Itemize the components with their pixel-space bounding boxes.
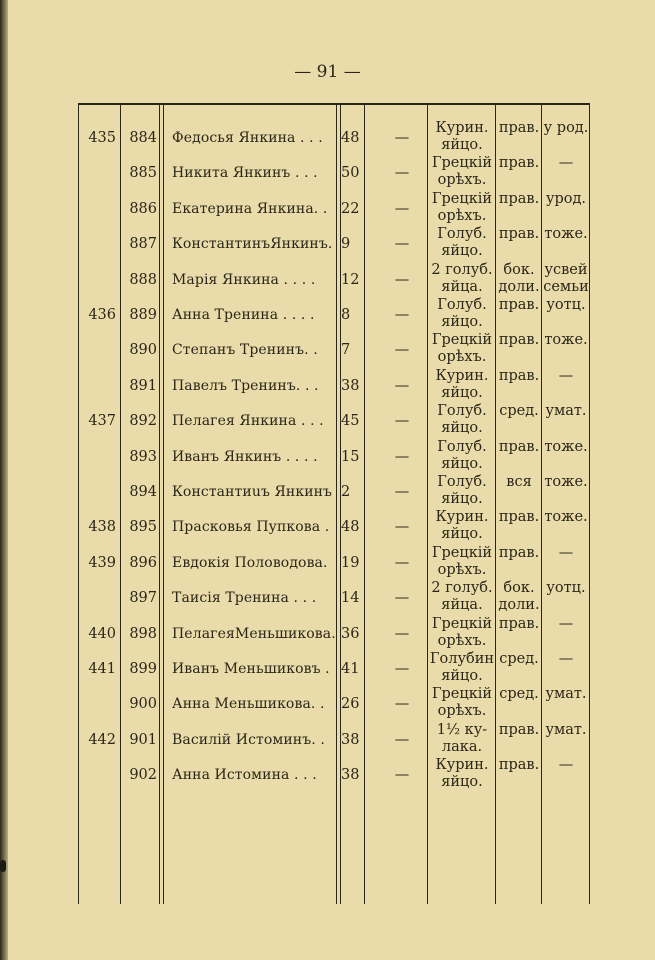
- age-value: 22: [341, 200, 360, 217]
- page-number: — 91 —: [294, 62, 361, 82]
- side-value-line: прав.: [498, 757, 540, 774]
- side-value-line: прав.: [498, 438, 540, 455]
- heredity-note: [542, 722, 590, 739]
- age-value: 15: [341, 448, 360, 465]
- person-name: Екатерина Янкина. .: [172, 200, 328, 217]
- heredity-note-line: умат.: [545, 403, 587, 420]
- person-number: 884: [129, 130, 157, 146]
- heredity-note-line: тоже.: [544, 474, 588, 490]
- person-number: 898: [129, 625, 157, 642]
- age-value: 8: [341, 307, 351, 323]
- person-name: Никита Янкинъ . . .: [172, 165, 318, 182]
- person-name: Прасковья Пупкова .: [172, 519, 330, 536]
- side-value: [496, 651, 542, 668]
- heredity-note-line: —: [558, 155, 574, 172]
- person-number: 894: [129, 484, 157, 500]
- person-name: Федосья Янкина . . .: [172, 130, 323, 146]
- heredity-note-line: тоже.: [544, 438, 588, 455]
- person-number: 888: [129, 271, 157, 288]
- heredity-note-line: тоже.: [544, 226, 588, 243]
- side-value-line: прав.: [498, 544, 540, 561]
- side-value-line: прав.: [498, 509, 540, 526]
- empty-mark: —: [394, 448, 410, 465]
- table-row: [0, 155, 655, 190]
- size-description-line: 2 голуб.: [431, 580, 493, 597]
- size-description: [428, 120, 496, 154]
- heredity-note: [542, 120, 590, 137]
- empty-mark: —: [394, 484, 410, 500]
- side-value: [496, 474, 542, 491]
- size-description-line: яйцо.: [441, 455, 483, 472]
- age-value: 50: [341, 165, 360, 182]
- person-name: Пелагея Янкина . . .: [172, 413, 324, 430]
- side-value-line: бок.: [503, 261, 535, 278]
- table-row: [0, 191, 655, 226]
- size-description-line: яйцо.: [441, 243, 483, 260]
- size-description-line: орѣхъ.: [437, 207, 487, 224]
- side-value: [496, 297, 542, 314]
- person-name: Иванъ Меньшиковъ .: [172, 661, 330, 677]
- size-description-line: яйцо.: [441, 420, 483, 437]
- size-description: [428, 297, 496, 331]
- size-description-line: лака.: [441, 738, 483, 755]
- size-description: [428, 155, 496, 189]
- size-description-line: яйца.: [441, 278, 483, 295]
- person-name: Иванъ Янкинъ . . . .: [172, 448, 318, 465]
- size-description: [428, 439, 496, 473]
- size-description: [428, 474, 496, 508]
- table-row: [0, 722, 655, 757]
- empty-mark: —: [394, 342, 410, 359]
- side-value: [496, 155, 542, 172]
- side-value: [496, 509, 542, 526]
- heredity-note: [542, 226, 590, 243]
- person-name: Анна Тренина . . . .: [172, 307, 315, 323]
- family-number: 437: [88, 413, 116, 430]
- age-value: 41: [341, 661, 360, 677]
- size-description: [428, 580, 496, 614]
- heredity-note-line: —: [558, 367, 574, 384]
- size-description-line: орѣхъ.: [437, 172, 487, 189]
- heredity-note-line: —: [558, 615, 574, 632]
- heredity-note-line: уотц.: [546, 297, 586, 313]
- person-name: Евдокiя Половодова.: [172, 554, 328, 571]
- table-row: [0, 686, 655, 721]
- person-name: Анна Меньшикова. .: [172, 696, 325, 713]
- person-number: 889: [129, 307, 157, 323]
- age-value: 38: [341, 377, 360, 394]
- person-number: 885: [129, 165, 157, 182]
- heredity-note-line: уотц.: [546, 580, 586, 597]
- size-description-line: Курин.: [435, 367, 489, 384]
- size-description-line: орѣхъ.: [437, 349, 487, 366]
- empty-mark: —: [394, 625, 410, 642]
- table-row: [0, 297, 655, 332]
- person-name: Марiя Янкина . . . .: [172, 271, 316, 288]
- side-value: [496, 580, 542, 614]
- family-number: 435: [88, 130, 116, 146]
- size-description: [428, 722, 496, 756]
- family-number: 438: [88, 519, 116, 536]
- size-description-line: яйцо.: [441, 137, 483, 153]
- side-value-line: бок.: [503, 580, 535, 597]
- side-value-line: сред.: [499, 403, 539, 420]
- heredity-note-line: тоже.: [544, 509, 588, 526]
- side-value-line: прав.: [498, 297, 540, 313]
- family-number: 440: [88, 625, 116, 642]
- family-number: 439: [88, 554, 116, 571]
- size-description-line: Курин.: [435, 120, 489, 136]
- empty-mark: —: [394, 554, 410, 571]
- person-name: Анна Истомина . . .: [172, 767, 317, 784]
- size-description: [428, 226, 496, 260]
- table-row: [0, 332, 655, 367]
- heredity-note: [542, 403, 590, 420]
- person-number: 899: [129, 661, 157, 677]
- side-value: [496, 120, 542, 137]
- size-description-line: яйцо.: [441, 774, 483, 791]
- family-number: 442: [88, 731, 116, 748]
- side-value-line: доли.: [498, 278, 540, 295]
- empty-mark: —: [394, 767, 410, 784]
- person-number: 892: [129, 413, 157, 430]
- age-value: 12: [341, 271, 360, 288]
- size-description: [428, 757, 496, 791]
- empty-mark: —: [394, 590, 410, 607]
- size-description-line: Голуб.: [437, 297, 487, 313]
- person-number: 897: [129, 590, 157, 607]
- heredity-note-line: умат.: [545, 721, 587, 738]
- side-value: [496, 757, 542, 774]
- heredity-note-line: —: [558, 651, 574, 667]
- heredity-note: [542, 155, 590, 172]
- size-description: [428, 686, 496, 720]
- size-description-line: орѣхъ.: [437, 703, 487, 720]
- side-value: [496, 439, 542, 456]
- person-name: Степанъ Тренинъ. .: [172, 342, 318, 359]
- side-value: [496, 368, 542, 385]
- person-name: Таисiя Тренина . . .: [172, 590, 317, 607]
- table-row: [0, 545, 655, 580]
- person-name: Константиuъ Янкинъ: [172, 484, 333, 500]
- age-value: 14: [341, 590, 360, 607]
- age-value: 48: [341, 130, 360, 146]
- heredity-note-line: урод.: [545, 190, 587, 207]
- page-smudge: [0, 860, 6, 872]
- person-name: Павелъ Тренинъ. . .: [172, 377, 319, 394]
- empty-mark: —: [394, 731, 410, 748]
- family-number: 436: [88, 307, 116, 323]
- side-value-line: вся: [506, 474, 532, 490]
- size-description: [428, 651, 496, 685]
- heredity-note: [542, 191, 590, 208]
- age-value: 7: [341, 342, 351, 359]
- size-description-line: Грецкiй: [431, 544, 493, 561]
- size-description-line: Грецкiй: [431, 686, 493, 703]
- side-value: [496, 686, 542, 703]
- side-value-line: прав.: [498, 721, 540, 738]
- table-row: [0, 757, 655, 792]
- table-top-rule: [78, 103, 590, 105]
- side-value-line: прав.: [498, 615, 540, 632]
- size-description-line: Грецкiй: [431, 332, 493, 349]
- heredity-note: [542, 297, 590, 314]
- side-value: [496, 616, 542, 633]
- heredity-note-line: —: [558, 544, 574, 561]
- side-value: [496, 722, 542, 739]
- side-value-line: прав.: [498, 332, 540, 349]
- empty-mark: —: [394, 413, 410, 430]
- person-number: 900: [129, 696, 157, 713]
- size-description-line: Грецкiй: [431, 155, 493, 172]
- age-value: 48: [341, 519, 360, 536]
- empty-mark: —: [394, 519, 410, 536]
- empty-mark: —: [394, 271, 410, 288]
- size-description-line: Курин.: [435, 757, 489, 774]
- age-value: 45: [341, 413, 360, 430]
- side-value-line: сред.: [499, 686, 539, 703]
- heredity-note: [542, 262, 590, 296]
- heredity-note: [542, 332, 590, 349]
- side-value-line: прав.: [498, 367, 540, 384]
- size-description-line: яйцо.: [441, 526, 483, 543]
- person-number: 886: [129, 200, 157, 217]
- size-description: [428, 262, 496, 296]
- size-description-line: яйцо.: [441, 384, 483, 401]
- table-row: [0, 403, 655, 438]
- heredity-note-line: тоже.: [544, 332, 588, 349]
- size-description-line: орѣхъ.: [437, 561, 487, 578]
- age-value: 26: [341, 696, 360, 713]
- size-description-line: Грецкiй: [431, 190, 493, 207]
- table-row: [0, 509, 655, 544]
- age-value: 36: [341, 625, 360, 642]
- table-row: [0, 580, 655, 615]
- heredity-note-line: —: [558, 757, 574, 774]
- size-description: [428, 368, 496, 402]
- size-description-line: Голубин: [429, 651, 495, 667]
- person-name: ПелагеяМеньшикова.: [172, 625, 336, 642]
- heredity-note: [542, 545, 590, 562]
- side-value: [496, 226, 542, 243]
- size-description: [428, 509, 496, 543]
- side-value-line: прав.: [498, 226, 540, 243]
- age-value: 9: [341, 236, 351, 253]
- heredity-note-line: усвей: [544, 261, 588, 278]
- size-description: [428, 191, 496, 225]
- side-value-line: прав.: [498, 155, 540, 172]
- empty-mark: —: [394, 307, 410, 323]
- size-description-line: орѣхъ.: [437, 632, 487, 649]
- age-value: 19: [341, 554, 360, 571]
- size-description-line: яйцо.: [441, 314, 483, 330]
- heredity-note-line: семьи: [543, 278, 589, 295]
- heredity-note: [542, 509, 590, 526]
- family-number: 441: [88, 661, 116, 677]
- person-name: Василiй Истоминъ. .: [172, 731, 325, 748]
- empty-mark: —: [394, 165, 410, 182]
- person-number: 893: [129, 448, 157, 465]
- size-description-line: Голуб.: [437, 474, 487, 490]
- size-description-line: Голуб.: [437, 403, 487, 420]
- person-number: 901: [129, 731, 157, 748]
- table-row: [0, 368, 655, 403]
- empty-mark: —: [394, 661, 410, 677]
- size-description-line: Голуб.: [437, 226, 487, 243]
- empty-mark: —: [394, 377, 410, 394]
- person-number: 891: [129, 377, 157, 394]
- size-description-line: 2 голуб.: [431, 261, 493, 278]
- heredity-note: [542, 757, 590, 774]
- size-description-line: Голуб.: [437, 438, 487, 455]
- heredity-note: [542, 368, 590, 385]
- heredity-note: [542, 474, 590, 491]
- side-value-line: прав.: [498, 120, 540, 136]
- table-row: [0, 262, 655, 297]
- heredity-note-line: умат.: [545, 686, 587, 703]
- heredity-note: [542, 439, 590, 456]
- empty-mark: —: [394, 236, 410, 253]
- size-description-line: яйцо.: [441, 491, 483, 507]
- empty-mark: —: [394, 130, 410, 146]
- table-row: [0, 474, 655, 509]
- size-description: [428, 332, 496, 366]
- size-description: [428, 403, 496, 437]
- age-value: 38: [341, 731, 360, 748]
- side-value: [496, 262, 542, 296]
- side-value-line: доли.: [498, 597, 540, 614]
- age-value: 38: [341, 767, 360, 784]
- size-description-line: Грецкiй: [431, 615, 493, 632]
- table-row: [0, 616, 655, 651]
- side-value-line: прав.: [498, 190, 540, 207]
- side-value: [496, 332, 542, 349]
- person-name: КонстантинъЯнкинъ.: [172, 236, 333, 253]
- heredity-note: [542, 580, 590, 597]
- person-number: 896: [129, 554, 157, 571]
- table-row: [0, 226, 655, 261]
- empty-mark: —: [394, 696, 410, 713]
- size-description-line: 1½ ку-: [436, 721, 488, 738]
- size-description-line: яйца.: [441, 597, 483, 614]
- side-value: [496, 403, 542, 420]
- person-number: 902: [129, 767, 157, 784]
- side-value-line: сред.: [499, 651, 539, 667]
- side-value: [496, 545, 542, 562]
- size-description-line: яйцо.: [441, 668, 483, 684]
- size-description: [428, 545, 496, 579]
- person-number: 890: [129, 342, 157, 359]
- heredity-note: [542, 651, 590, 668]
- table-row: [0, 120, 655, 155]
- heredity-note: [542, 686, 590, 703]
- side-value: [496, 191, 542, 208]
- person-number: 895: [129, 519, 157, 536]
- empty-mark: —: [394, 200, 410, 217]
- table-row: [0, 439, 655, 474]
- size-description-line: Курин.: [435, 509, 489, 526]
- heredity-note: [542, 616, 590, 633]
- table-row: [0, 651, 655, 686]
- age-value: 2: [341, 484, 351, 500]
- heredity-note-line: у род.: [543, 120, 589, 136]
- size-description: [428, 616, 496, 650]
- person-number: 887: [129, 236, 157, 253]
